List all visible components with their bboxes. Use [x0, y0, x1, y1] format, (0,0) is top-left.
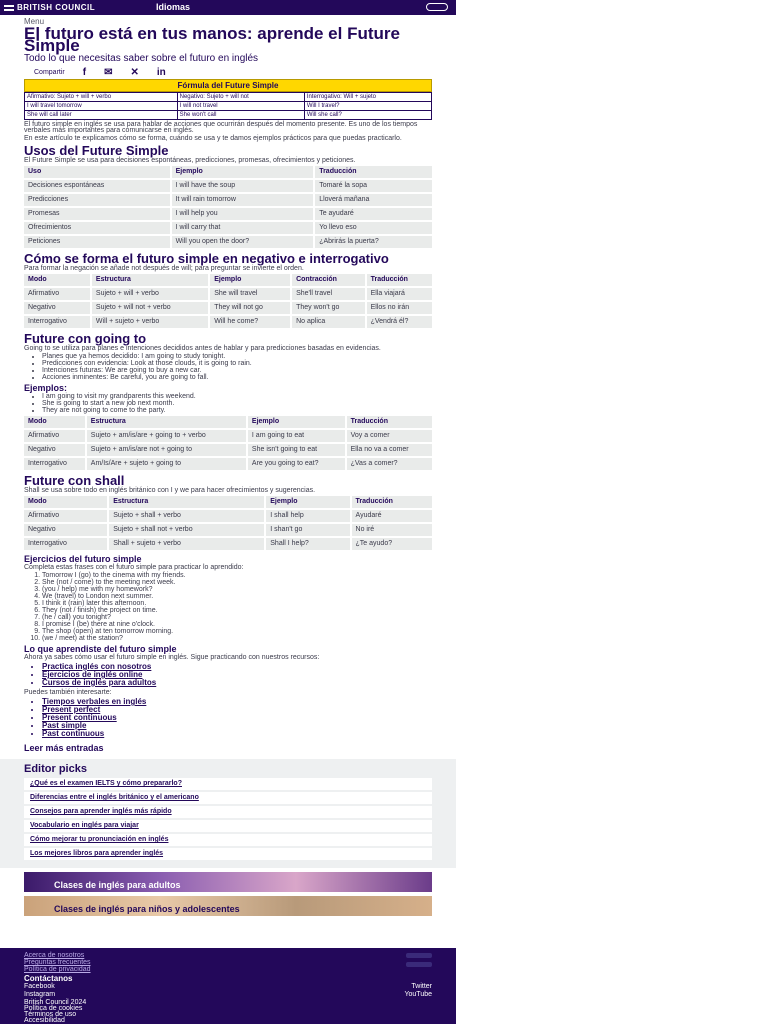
list-item: • Predicciones con evidencia: Look at those clouds, it is going to rain.	[42, 361, 432, 367]
table-cell: Predicciones	[24, 193, 171, 207]
column-header: Estructura	[91, 274, 209, 287]
column-header: Modo	[24, 416, 86, 429]
shall-table	[24, 496, 432, 552]
facebook-link[interactable]: Facebook	[24, 983, 55, 990]
table-cell: Sujeto + shall not + verbo	[108, 523, 265, 537]
pick-link[interactable]: ¿Qué es el examen IELTS y cómo prepararlo?	[24, 778, 432, 790]
linkedin-icon[interactable]: in	[156, 66, 166, 78]
footer-legal-link[interactable]: Política de cookies	[24, 1005, 83, 1012]
table-row	[24, 287, 432, 301]
related-link[interactable]: • Present continuous	[42, 714, 432, 721]
page-subtitle: Todo lo que necesitas saber sobre el futuro en inglés	[24, 53, 259, 64]
table-cell: Peticiones	[24, 235, 171, 249]
column-header: Estructura	[86, 416, 247, 429]
menu-link[interactable]: Menu	[24, 17, 45, 26]
logo-text: BRITISH COUNCIL	[17, 3, 96, 12]
resource-link[interactable]: • Practica inglés con nosotros	[42, 663, 432, 670]
column-header: Traducción	[314, 166, 432, 179]
email-icon[interactable]: ✉	[104, 66, 113, 78]
list-item: 3. (you / help) me with my homework?	[42, 587, 432, 593]
column-header: Ejemplo	[171, 166, 315, 179]
section-text: Ahora ya sabes cómo usar el futuro simple en inglés. Sigue practicando con nuestros recursos:	[24, 654, 320, 661]
table-cell: Will he come?	[209, 315, 291, 329]
table-cell: She won't call	[177, 111, 304, 120]
list-item: • Acciones inminentes: Be careful, you are going to fall.	[42, 375, 432, 381]
table-row	[25, 111, 432, 120]
table-cell: Will you open the door?	[171, 235, 315, 249]
list-item: • Intenciones futuras: We are going to buy a new car.	[42, 368, 432, 374]
brand-logo[interactable]	[4, 3, 95, 12]
footer-toggle[interactable]	[406, 962, 432, 967]
table-row	[24, 443, 432, 457]
table-cell: They won't go	[291, 301, 366, 315]
table-cell: She will call later	[25, 111, 178, 120]
pick-link[interactable]: Consejos para aprender inglés más rápido	[24, 806, 432, 818]
site-name-link[interactable]: Idiomas	[156, 2, 191, 12]
table-cell: Ayudaré	[351, 509, 432, 523]
section-text: Going to se utiliza para planes e intenciones decididos antes de hablar y para predicciones basadas en evidencias.	[24, 345, 381, 352]
table-cell: Negativo	[24, 443, 86, 457]
pick-link[interactable]: Los mejores libros para aprender inglés	[24, 848, 432, 860]
table-cell: ¿Vas a comer?	[346, 457, 432, 471]
table-cell: Sujeto + am/is/are not + going to	[86, 443, 247, 457]
table-row	[24, 207, 432, 221]
column-header: Ejemplo	[209, 274, 291, 287]
formula-banner: Fórmula del Future Simple	[24, 79, 432, 92]
footer-toggle[interactable]	[406, 953, 432, 958]
footer-legal: British Council 2024	[24, 999, 87, 1006]
x-icon[interactable]: ✕	[130, 66, 139, 78]
table-header-row	[24, 274, 432, 287]
table-cell: Interrogativo: Will + sujeto	[304, 93, 431, 102]
section-text: El Future Simple se usa para decisiones espontáneas, predicciones, promesas, ofrecimientos y peticiones.	[24, 157, 356, 164]
table-cell: Promesas	[24, 207, 171, 221]
table-cell: Yo llevo eso	[314, 221, 432, 235]
list-item: 4. We (travel) to London next summer.	[42, 594, 432, 600]
column-header: Contracción	[291, 274, 366, 287]
list-item: 10. (we / meet) at the station?	[42, 636, 432, 642]
table-cell: Te ayudaré	[314, 207, 432, 221]
section-heading: Ejercicios del futuro simple	[24, 554, 142, 564]
column-header: Ejemplo	[265, 496, 350, 509]
table-cell: She isn't going to eat	[247, 443, 346, 457]
table-row	[24, 523, 432, 537]
table-cell: Am/Is/Are + sujeto + going to	[86, 457, 247, 471]
column-header: Uso	[24, 166, 171, 179]
footer-legal-link[interactable]: Términos de uso	[24, 1011, 77, 1018]
banner-label: Clases de inglés para adultos	[54, 880, 181, 890]
list-item: 2. She (not / come) to the meeting next week.	[42, 580, 432, 586]
table-cell: Lloverá mañana	[314, 193, 432, 207]
site-footer	[0, 948, 456, 1024]
table-cell: Shall + sujeto + verbo	[108, 537, 265, 551]
formula-table	[24, 92, 432, 120]
list-item: 6. They (not / finish) the project on time.	[42, 608, 432, 614]
structure-table	[24, 274, 432, 330]
related-links	[34, 698, 432, 737]
table-cell: Sujeto + will not + verbo	[91, 301, 209, 315]
table-cell: Negativo	[24, 301, 91, 315]
related-link[interactable]: • Present perfect	[42, 706, 432, 713]
section-text: Para formar la negación se añade not después de will; para preguntar se invierte el orden.	[24, 265, 304, 272]
table-cell: Negativo	[24, 523, 108, 537]
list-item: 5. I think it (rain) later this afternoon.	[42, 601, 432, 607]
youtube-link[interactable]: YouTube	[404, 991, 432, 998]
table-cell: I shall help	[265, 509, 350, 523]
table-cell: ¿Te ayudo?	[351, 537, 432, 551]
table-cell: Sujeto + shall + verbo	[108, 509, 265, 523]
table-cell: I am going to eat	[247, 429, 346, 443]
table-row	[24, 537, 432, 551]
column-header: Modo	[24, 274, 91, 287]
table-cell: Afirmativo	[24, 287, 91, 301]
page-title: El futuro está en tus manos: aprende el Future Simple	[24, 24, 400, 55]
table-row	[24, 193, 432, 207]
facebook-icon[interactable]: f	[82, 66, 87, 78]
social-links	[24, 992, 432, 998]
table-cell: No aplica	[291, 315, 366, 329]
table-cell: I will help you	[171, 207, 315, 221]
table-row	[25, 102, 432, 111]
table-cell: Interrogativo	[24, 537, 108, 551]
table-cell: ¿Vendrá él?	[366, 315, 432, 329]
footer-link[interactable]: Acerca de nosotros	[24, 952, 85, 959]
table-row	[24, 221, 432, 235]
column-header: Traducción	[351, 496, 432, 509]
table-cell: Ella no va a comer	[346, 443, 432, 457]
section-text: Completa estas frases con el futuro simple para practicar lo aprendido:	[24, 564, 244, 571]
list-item: • She is going to start a new job next month.	[42, 401, 432, 407]
twitter-link[interactable]: Twitter	[411, 983, 432, 990]
section-text: Shall se usa sobre todo en inglés británico con I y we para hacer ofrecimientos y sugerencias.	[24, 487, 316, 494]
table-cell: They will not go	[209, 301, 291, 315]
table-row	[24, 235, 432, 249]
promo-banner-adults[interactable]	[24, 872, 432, 892]
footer-link[interactable]: Preguntas frecuentes	[24, 959, 91, 966]
table-cell: Afirmativo	[24, 509, 108, 523]
share-label: Compartir	[34, 68, 65, 76]
table-row	[25, 93, 432, 102]
table-row	[24, 315, 432, 329]
footer-legal-link[interactable]: Accesibilidad	[24, 1017, 65, 1024]
table-cell: Negativo: Sujeto + will not	[177, 93, 304, 102]
table-cell: I shan't go	[265, 523, 350, 537]
table-cell: Ofrecimientos	[24, 221, 171, 235]
pick-link[interactable]: Cómo mejorar tu pronunciación en inglés	[24, 834, 432, 846]
table-cell: Ellos no irán	[366, 301, 432, 315]
list-item: • They are not going to come to the party.	[42, 408, 432, 414]
footer-link[interactable]: Política de privacidad	[24, 966, 91, 973]
logo-icon	[4, 5, 14, 11]
table-header-row	[24, 166, 432, 179]
list-item: • Planes que ya hemos decidido: I am going to study tonight.	[42, 354, 432, 360]
promo-banner-kids[interactable]	[24, 896, 432, 916]
exercise-list	[34, 573, 432, 642]
table-cell: Sujeto + am/is/are + going to + verbo	[86, 429, 247, 443]
examples-list	[34, 394, 432, 414]
table-cell: Tomaré la sopa	[314, 179, 432, 193]
table-cell: She will travel	[209, 287, 291, 301]
section-heading: Cómo se forma el futuro simple en negativo e interrogativo	[24, 251, 389, 266]
section-heading: Future con going to	[24, 331, 147, 346]
related-title: Puedes también interesarte:	[24, 689, 112, 696]
table-row	[24, 457, 432, 471]
table-row	[24, 179, 432, 193]
table-cell: She'll travel	[291, 287, 366, 301]
table-cell: Shall I help?	[265, 537, 350, 551]
table-cell: Will I travel?	[304, 102, 431, 111]
going-to-table	[24, 416, 432, 472]
intro-paragraph: El futuro simple en inglés se usa para hablar de acciones que ocurrirán después del momento presente. Es uno de los tiempos verbales más importantes para comunicarse en inglés.	[24, 121, 418, 134]
share-bar	[34, 67, 432, 77]
table-row	[24, 509, 432, 523]
read-more-link[interactable]: Leer más entradas	[24, 743, 104, 753]
section-heading: Lo que aprendiste del futuro simple	[24, 644, 177, 654]
editor-picks	[0, 759, 456, 868]
table-cell: Afirmativo: Sujeto + will + verbo	[25, 93, 178, 102]
article	[0, 17, 456, 737]
table-cell: Ella viajará	[366, 287, 432, 301]
table-cell: Are you going to eat?	[247, 457, 346, 471]
table-cell: Afirmativo	[24, 429, 86, 443]
social-links	[24, 984, 432, 990]
related-link[interactable]: • Past continuous	[42, 730, 432, 737]
table-cell: I will have the soup	[171, 179, 315, 193]
table-cell: Sujeto + will + verbo	[91, 287, 209, 301]
resource-link[interactable]: • Cursos de inglés para adultos	[42, 679, 432, 686]
table-cell: Interrogativo	[24, 315, 91, 329]
column-header: Ejemplo	[247, 416, 346, 429]
usage-list	[34, 354, 432, 381]
pick-link[interactable]: Diferencias entre el inglés británico y el americano	[24, 792, 432, 804]
intro-paragraph: En este artículo te explicamos cómo se forma, cuándo se usa y te damos ejemplos prácticos para que puedas practicarlo.	[24, 135, 402, 142]
related-link[interactable]: • Past simple	[42, 722, 432, 729]
list-item: 9. The shop (open) at ten tomorrow morning.	[42, 629, 432, 635]
table-cell: Voy a comer	[346, 429, 432, 443]
table-cell: I will travel tomorrow	[25, 102, 178, 111]
table-cell: Will + sujeto + verbo	[91, 315, 209, 329]
usage-table	[24, 166, 432, 250]
table-cell: No iré	[351, 523, 432, 537]
list-item: • I am going to visit my grandparents this weekend.	[42, 394, 432, 400]
list-item: 8. I promise I (be) there at nine o'clock.	[42, 622, 432, 628]
column-header: Traducción	[346, 416, 432, 429]
site-header	[0, 0, 456, 15]
editor-picks-title: Editor picks	[24, 763, 87, 775]
related-link[interactable]: • Tiempos verbales en inglés	[42, 698, 432, 705]
table-cell: I will not travel	[177, 102, 304, 111]
footer-contact-heading: Contáctanos	[24, 974, 73, 983]
resource-link[interactable]: • Ejercicios de inglés online	[42, 671, 432, 678]
column-header: Traducción	[366, 274, 432, 287]
table-cell: Will she call?	[304, 111, 431, 120]
pick-link[interactable]: Vocabulario en inglés para viajar	[24, 820, 432, 832]
list-item: 7. (he / call) you tonight?	[42, 615, 432, 621]
section-heading: Future con shall	[24, 473, 125, 488]
column-header: Modo	[24, 496, 108, 509]
table-row	[24, 301, 432, 315]
table-cell: Interrogativo	[24, 457, 86, 471]
column-header: Estructura	[108, 496, 265, 509]
banner-label: Clases de inglés para niños y adolescentes	[54, 904, 240, 914]
table-cell: Decisiones espontáneas	[24, 179, 171, 193]
header-menu-button[interactable]	[426, 3, 448, 11]
table-row	[24, 429, 432, 443]
table-cell: It will rain tomorrow	[171, 193, 315, 207]
list-item: 1. Tomorrow I (go) to the cinema with my friends.	[42, 573, 432, 579]
section-heading: Usos del Future Simple	[24, 143, 169, 158]
table-cell: ¿Abrirás la puerta?	[314, 235, 432, 249]
table-cell: I will carry that	[171, 221, 315, 235]
table-header-row	[24, 496, 432, 509]
examples-heading: Ejemplos:	[24, 383, 68, 393]
table-header-row	[24, 416, 432, 429]
resource-links	[34, 663, 432, 686]
instagram-link[interactable]: Instagram	[24, 991, 56, 998]
